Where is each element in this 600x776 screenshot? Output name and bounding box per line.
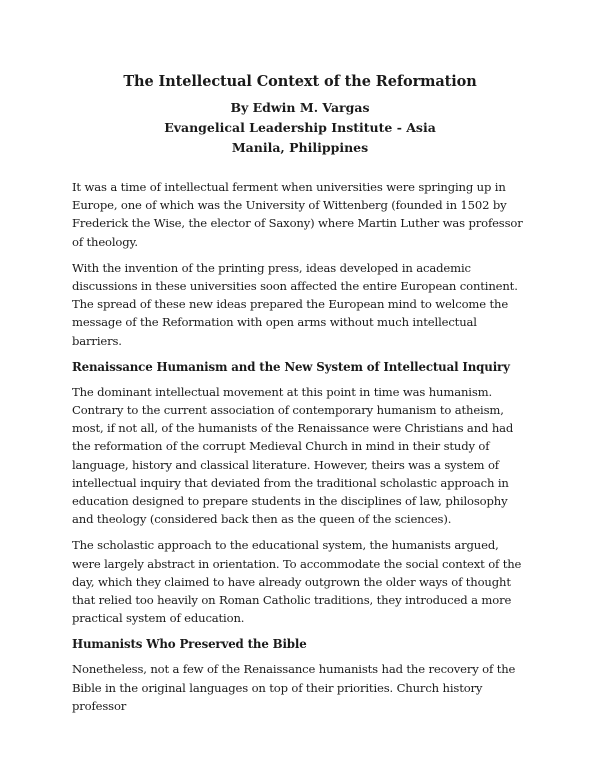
paragraph-5: Nonetheless, not a few of the Renaissance humanists had the recovery of the Bible in the original languages on top of their priorities. Church history professor	[72, 662, 516, 713]
paragraph-2: With the invention of the printing press, ideas developed in academic discussions in these universities soon affected the entire European continent. The spread of these new ideas prepared the European mind to welcome the message of the Reformation with open arms without much intellectual barriers.	[72, 260, 518, 348]
institution-line: Evangelical Leadership Institute - Asia	[164, 120, 436, 135]
paragraph-4: The scholastic approach to the educational system, the humanists argued, were largely abstract in orientation. To accommodate the social context of the day, which they claimed to have already outgrown the older ways of thought that relied too heavily on Roman Catholic traditions, they introduced a more practical system of education.	[72, 538, 522, 626]
spacer	[72, 158, 528, 178]
section-heading-humanism: Renaissance Humanism and the New System of Intellectual Inquiry	[72, 359, 510, 374]
section-heading-bible: Humanists Who Preserved the Bible	[72, 637, 307, 652]
paragraph-1: It was a time of intellectual ferment when universities were springing up in Europe, one of which was the University of Wittenberg (founded in 1502 by Frederick the Wise, the elector of Saxony) where Martin Luther was professor of theology.	[72, 180, 523, 249]
byline	[72, 98, 528, 158]
paragraph-3: The dominant intellectual movement at this point in time was humanism. Contrary to the current association of contemporary humanism to atheism, most, if not all, of the humanists of the Renaissance were Christians and had the reformation of the corrupt Medieval Church in mind in their study of language, history and classical literature. However, theirs was a system of intellectual inquiry that deviated from the traditional scholastic approach in education designed to prepare students in the disciplines of law, philosophy and theology (considered back then as the queen of the sciences).	[72, 384, 514, 527]
document-title: The Intellectual Context of the Reformation	[123, 73, 477, 90]
location-line: Manila, Philippines	[231, 140, 369, 155]
author-line: By Edwin M. Vargas	[230, 100, 370, 115]
